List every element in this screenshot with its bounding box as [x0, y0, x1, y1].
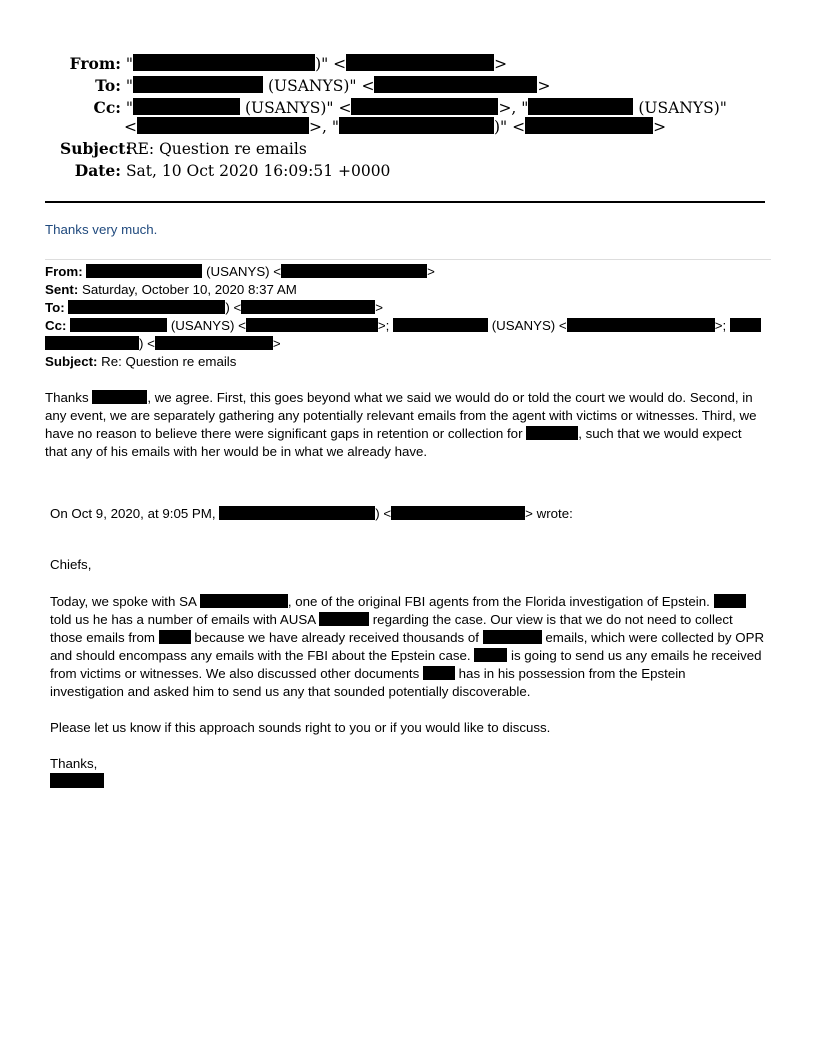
header-date: Sat, 10 Oct 2020 16:09:51 +0000 [125, 162, 391, 180]
fwd-cc-label: Cc: [45, 318, 67, 333]
text-run: has in his possession from the Epstein [458, 666, 686, 681]
text-run: is going to send us any emails he received [510, 648, 762, 663]
text-run: On Oct 9, 2020, at 9:05 PM, [50, 506, 216, 521]
redaction [281, 264, 427, 278]
fwd-para-line [45, 389, 753, 407]
fwd-from-org: (USANYS) < [206, 264, 282, 279]
orig-line [50, 611, 733, 629]
header-subject: RE: Question re emails [125, 140, 307, 158]
header-cc-org-1: (USANYS)" [245, 99, 334, 117]
header-cc-label: Cc: [93, 98, 121, 117]
header-subject-label: Subject: [60, 139, 132, 158]
fwd-cc-org-2: (USANYS) < [491, 318, 567, 333]
redaction [714, 594, 746, 608]
redaction [133, 98, 240, 115]
text-run: emails, which were collected by OPR [545, 630, 765, 645]
redaction [133, 76, 263, 93]
text-run: have no reason to believe there were significant gaps in retention or collection for [45, 426, 523, 441]
redaction [137, 117, 309, 134]
orig-line: Please let us know if this approach sounds right to you or if you would like to discuss. [50, 720, 551, 735]
fwd-cc-org-1: (USANYS) < [170, 318, 246, 333]
orig-line [50, 593, 746, 611]
redaction [133, 54, 315, 71]
text-run: Today, we spoke with SA [50, 594, 197, 609]
fwd-para-line [45, 425, 742, 443]
text-run: , one of the original FBI agents from the Florida investigation of Epstein. [287, 594, 710, 609]
header-divider [45, 201, 765, 203]
fwd-cc-row: Cc: (USANYS) < >; (USANYS) < >; [45, 317, 761, 335]
redaction [393, 318, 488, 332]
text-run: , we agree. First, this goes beyond what we said we would do or told the court we would do. Second, in [147, 390, 753, 405]
redaction [526, 426, 578, 440]
text-run: and should encompass any emails with the FBI about the Epstein case. [50, 648, 471, 663]
redaction [391, 506, 525, 520]
signature-redaction [50, 773, 104, 788]
fwd-subject-label: Subject: [45, 354, 98, 369]
redaction [339, 117, 494, 134]
redaction [70, 318, 167, 332]
header-date-row [60, 160, 390, 182]
orig-line [50, 647, 762, 665]
text-run: told us he has a number of emails with AUSA [50, 612, 316, 627]
forward-divider [45, 259, 771, 260]
header-to-org: (USANYS)" [268, 77, 357, 95]
fwd-para-line: that any of his emails with her would be in what we already have. [45, 444, 428, 459]
text-run: because we have already received thousands of [194, 630, 479, 645]
redaction [241, 300, 375, 314]
header-date-label: Date: [74, 161, 121, 180]
header-to-row: To: " (USANYS)" < > [60, 75, 550, 97]
reply-text: Thanks very much. [45, 222, 158, 237]
redaction [730, 318, 761, 332]
redaction [86, 264, 202, 278]
redaction [474, 648, 507, 662]
text-run: wrote: [536, 506, 573, 521]
header-cc-row-2: < >, " )" < > [124, 118, 667, 136]
fwd-para-line: any event, we are separately gathering any potentially relevant emails from the agent with victims or witnesses. Third, we [45, 408, 757, 423]
redaction [483, 630, 542, 644]
fwd-from-row: From: (USANYS) < > [45, 264, 435, 279]
redaction [374, 76, 537, 93]
redaction [423, 666, 455, 680]
orig-greeting: Chiefs, [50, 557, 92, 572]
header-from-row: From: " )" < > [60, 53, 507, 75]
header-to-label: To: [95, 76, 121, 95]
redaction [319, 612, 369, 626]
text-run: from victims or witnesses. We also discussed other documents [50, 666, 420, 681]
redaction [346, 54, 494, 71]
redaction [159, 630, 191, 644]
redaction [45, 336, 139, 350]
redaction [246, 318, 378, 332]
text-run: , such that we would expect [578, 426, 742, 441]
fwd-subject-row [45, 353, 236, 371]
fwd-to-row: To: ) < > [45, 300, 384, 315]
redaction [219, 506, 375, 520]
text-run: Thanks [45, 390, 89, 405]
header-cc-org-2: (USANYS)" [638, 99, 727, 117]
fwd-subject: Re: Question re emails [101, 354, 237, 369]
orig-line [50, 629, 764, 647]
fwd-from-label: From: [45, 264, 83, 279]
orig-closing: Thanks, [50, 756, 98, 771]
header-subject-row [60, 138, 307, 160]
fwd-to-label: To: [45, 300, 65, 315]
header-from-label: From: [69, 54, 121, 73]
fwd-sent-row [45, 281, 297, 299]
redaction [155, 336, 273, 350]
fwd-sent: Saturday, October 10, 2020 8:37 AM [81, 282, 297, 297]
redaction [528, 98, 633, 115]
redaction [68, 300, 225, 314]
header-cc-row: Cc: " (USANYS)" < >, " (USANYS)" [60, 97, 727, 119]
orig-line: investigation and asked him to send us any that sounded potentially discoverable. [50, 684, 531, 699]
redaction [351, 98, 498, 115]
redaction [567, 318, 715, 332]
fwd-cc-row-2: ) < > [45, 335, 281, 353]
redaction [92, 390, 147, 404]
fwd-sent-label: Sent: [45, 282, 79, 297]
text-run: those emails from [50, 630, 155, 645]
orig-on-line: On Oct 9, 2020, at 9:05 PM, ) < > wrote: [50, 506, 573, 521]
redaction [200, 594, 288, 608]
orig-line [50, 665, 686, 683]
text-run: regarding the case. Our view is that we do not need to collect [372, 612, 733, 627]
redaction [525, 117, 653, 134]
